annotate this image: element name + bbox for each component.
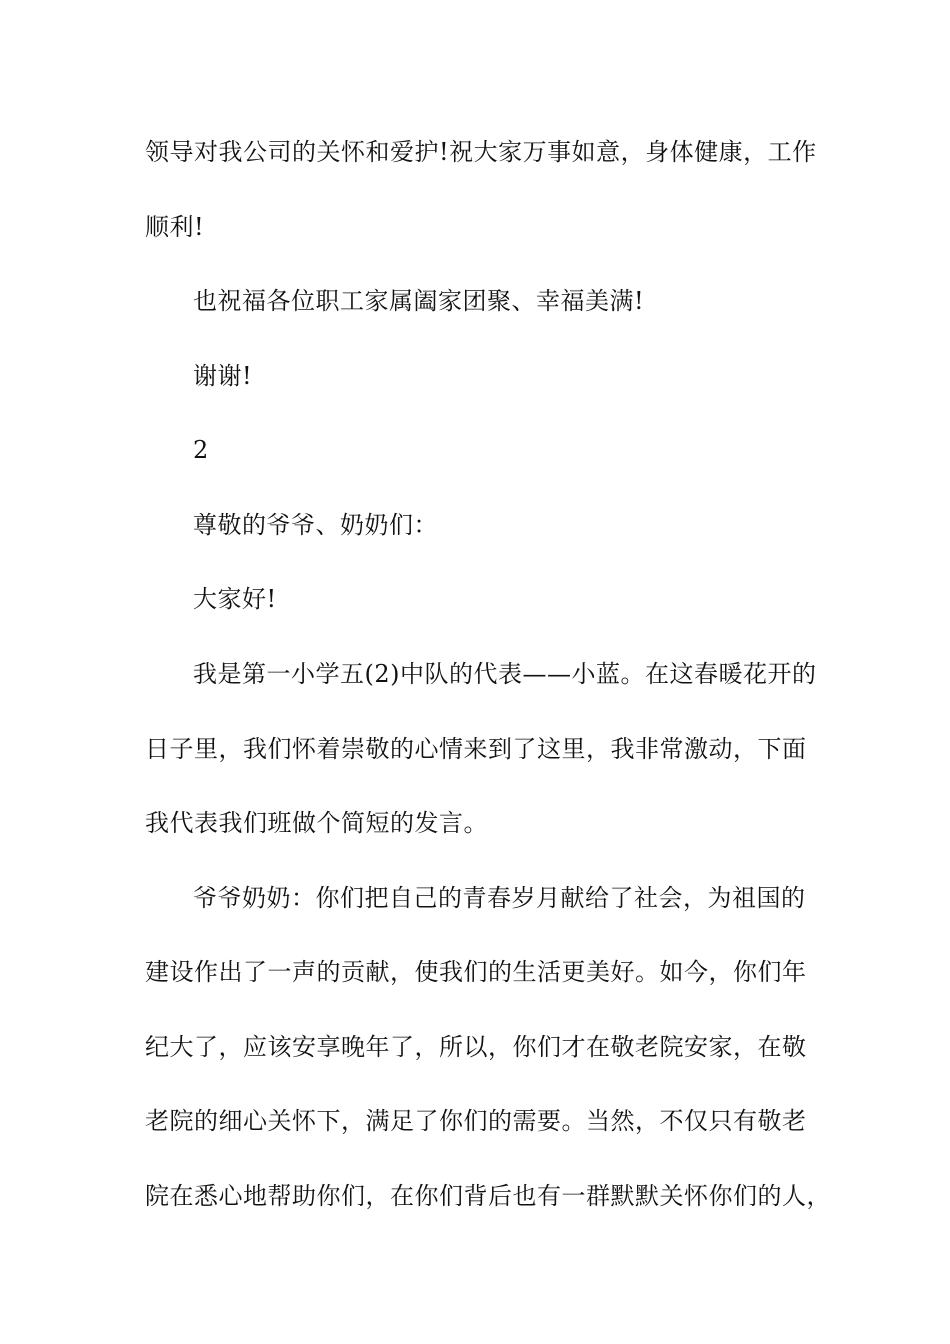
text-line: 也祝福各位职工家属阖家团聚、幸福美满! (193, 287, 645, 315)
text-line: 谢谢! (193, 362, 253, 390)
text-line: 爷爷奶奶：你们把自己的青春岁月献给了社会，为祖国的 (193, 884, 806, 912)
text-line: 院在悉心地帮助你们，在你们背后也有一群默默关怀你们的人， (145, 1182, 831, 1210)
greeting: 大家好! (193, 585, 277, 613)
text-line: 老院的细心关怀下，满足了你们的需要。当然，不仅只有敬老 (145, 1107, 807, 1135)
text-line: 纪大了，应该安享晚年了，所以，你们才在敬老院安家，在敬 (145, 1033, 807, 1061)
text-line: 领导对我公司的关怀和爱护!祝大家万事如意，身体健康，工作 (145, 138, 817, 166)
text-line: 日子里，我们怀着崇敬的心情来到了这里，我非常激动，下面 (145, 735, 807, 763)
text-line: 我是第一小学五(2)中队的代表——小蓝。在这春暖花开的 (193, 660, 817, 688)
text-line: 建设作出了一声的贡献，使我们的生活更美好。如今，你们年 (145, 958, 807, 986)
section-number: 2 (193, 436, 209, 464)
text-line: 顺利! (145, 213, 205, 241)
text-line: 我代表我们班做个简短的发言。 (145, 809, 488, 837)
salutation: 尊敬的爷爷、奶奶们： (193, 511, 438, 539)
